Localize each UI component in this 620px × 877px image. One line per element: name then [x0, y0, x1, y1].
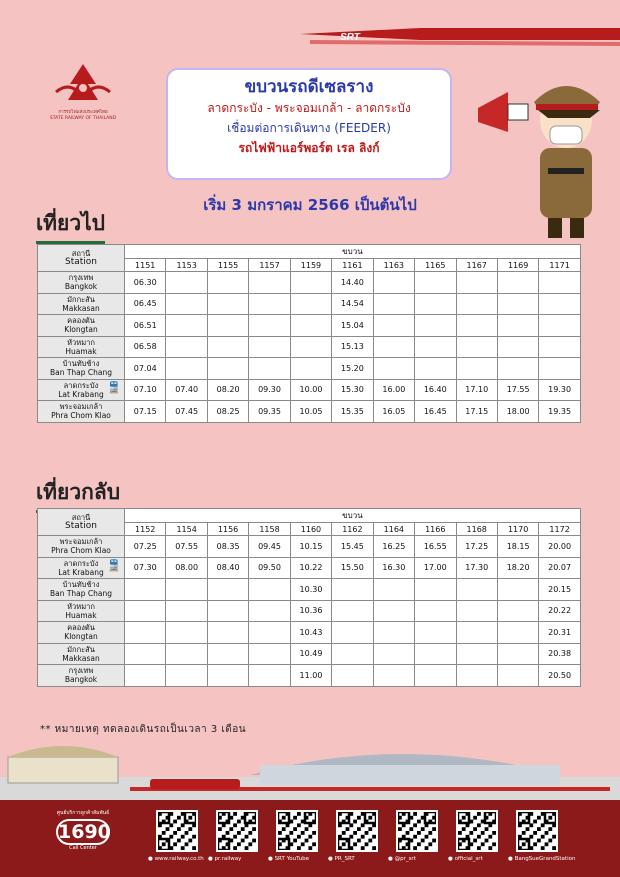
time-cell [290, 315, 331, 337]
time-cell: 16.00 [373, 379, 414, 401]
station-name-th: ลาดกระบัง [63, 380, 99, 390]
time-cell [415, 600, 456, 622]
station-name-th: บ้านทับช้าง [62, 580, 100, 590]
title-box [166, 68, 452, 180]
time-cell: 08.20 [207, 379, 248, 401]
time-cell [290, 272, 331, 294]
time-cell [415, 643, 456, 665]
train-number-1166: 1166 [415, 523, 456, 536]
social-label: official_srt [454, 856, 483, 862]
time-cell [249, 665, 290, 687]
time-cell: 17.30 [456, 557, 497, 579]
time-cell: 17.10 [456, 379, 497, 401]
time-cell: 15.30 [332, 379, 373, 401]
time-cell: 08.00 [166, 557, 207, 579]
time-cell: 10.15 [290, 536, 331, 558]
time-cell [497, 315, 538, 337]
train-number-1163: 1163 [373, 259, 414, 272]
station-header: สถานี Station [38, 245, 125, 272]
time-cell [125, 643, 166, 665]
time-cell [249, 272, 290, 294]
time-cell [249, 643, 290, 665]
title-airport-link: รถไฟฟ้าแอร์พอร์ต เรล ลิงก์ [238, 141, 380, 155]
time-cell [166, 600, 207, 622]
station-name-en: Klongtan [64, 325, 98, 335]
trains-header: ขบวน [125, 245, 581, 259]
time-cell [332, 622, 373, 644]
call-center-label: Call Center [69, 845, 97, 851]
time-cell [332, 643, 373, 665]
time-cell: 09.30 [249, 379, 290, 401]
social-link[interactable] [448, 856, 483, 862]
time-cell: 14.54 [332, 293, 373, 315]
call-center-caption: ศูนย์บริการลูกค้าสัมพันธ์ [56, 810, 110, 816]
time-cell [497, 293, 538, 315]
time-cell: 15.13 [332, 336, 373, 358]
time-cell: 10.00 [290, 379, 331, 401]
social-label: BangSueGrandStation [514, 856, 576, 862]
table-row [38, 401, 581, 423]
time-cell [415, 579, 456, 601]
time-cell [415, 336, 456, 358]
social-label: SRT YouTube [274, 856, 309, 862]
train-icon: 🚆 [107, 380, 121, 394]
station-name-th: ลาดกระบัง [63, 558, 99, 568]
srt-emblem-icon [48, 62, 118, 106]
time-cell: 07.40 [166, 379, 207, 401]
time-cell: 14.40 [332, 272, 373, 294]
station-skyline-illustration [0, 735, 620, 805]
train-number-1155: 1155 [207, 259, 248, 272]
time-cell: 20.22 [539, 600, 580, 622]
time-cell [332, 600, 373, 622]
time-cell: 16.55 [415, 536, 456, 558]
social-link[interactable] [328, 856, 355, 862]
time-cell: 06.30 [125, 272, 166, 294]
time-cell [497, 272, 538, 294]
time-cell [207, 272, 248, 294]
time-cell [166, 293, 207, 315]
facebook-icon: ● [208, 856, 215, 862]
train-number-1153: 1153 [166, 259, 207, 272]
station-cell [38, 643, 125, 665]
train-number-1172: 1172 [539, 523, 580, 536]
time-cell [497, 600, 538, 622]
station-name-en: Bangkok [64, 675, 98, 685]
qr-code[interactable] [396, 810, 438, 852]
time-cell: 16.05 [373, 401, 414, 423]
station-cell [38, 401, 125, 423]
table-row [38, 643, 581, 665]
train-number-1156: 1156 [207, 523, 248, 536]
time-cell [497, 336, 538, 358]
station-name-th: กรุงเทพ [68, 666, 94, 676]
time-cell: 15.20 [332, 358, 373, 380]
time-cell: 18.00 [497, 401, 538, 423]
time-cell [125, 579, 166, 601]
station-name-en: Klongtan [64, 632, 98, 642]
time-cell [373, 643, 414, 665]
time-cell: 18.20 [497, 557, 538, 579]
time-cell [332, 579, 373, 601]
youtube-icon: ● [268, 856, 275, 862]
station-cell [38, 293, 125, 315]
footnote: ** หมายเหตุ ทดลองเดินรถเป็นเวลา 3 เดือน [40, 724, 247, 735]
station-cell [38, 315, 125, 337]
station-name-th: มักกะสัน [67, 644, 95, 654]
station-cell [38, 336, 125, 358]
time-cell [249, 579, 290, 601]
station-cell [38, 600, 125, 622]
time-cell: 16.25 [373, 536, 414, 558]
time-cell [166, 336, 207, 358]
time-cell [415, 293, 456, 315]
train-number-1157: 1157 [249, 259, 290, 272]
time-cell: 10.30 [290, 579, 331, 601]
train-number-1161: 1161 [332, 259, 373, 272]
station-name-th: หัวหมาก [67, 601, 95, 611]
time-cell [456, 272, 497, 294]
time-cell: 07.55 [166, 536, 207, 558]
station-name-en: Makkasan [62, 653, 100, 663]
time-cell: 08.35 [207, 536, 248, 558]
time-cell: 07.04 [125, 358, 166, 380]
train-icon: 🚆 [107, 558, 121, 572]
time-cell [415, 665, 456, 687]
instagram-icon: ● [448, 856, 455, 862]
station-cell [38, 379, 125, 401]
time-cell [373, 358, 414, 380]
logo-text-th: การรถไฟแห่งประเทศไทย [58, 110, 108, 115]
time-cell: 16.30 [373, 557, 414, 579]
table-row [38, 557, 581, 579]
time-cell: 19.30 [539, 379, 580, 401]
time-cell: 15.45 [332, 536, 373, 558]
qr-code[interactable] [216, 810, 258, 852]
time-cell: 07.25 [125, 536, 166, 558]
social-label: PR_SRT [334, 856, 355, 862]
social-label: www.railway.co.th [154, 856, 204, 862]
time-cell [456, 665, 497, 687]
time-cell [415, 622, 456, 644]
time-cell [207, 579, 248, 601]
time-cell [290, 358, 331, 380]
qr-code[interactable] [516, 810, 558, 852]
qr-code[interactable] [456, 810, 498, 852]
table-row [38, 536, 581, 558]
time-cell: 15.04 [332, 315, 373, 337]
time-cell [456, 358, 497, 380]
station-name-th: มักกะสัน [67, 294, 95, 304]
time-cell [497, 643, 538, 665]
time-cell [415, 358, 456, 380]
table-row [38, 358, 581, 380]
logo-text-en: STATE RAILWAY OF THAILAND [49, 116, 117, 121]
time-cell: 19.35 [539, 401, 580, 423]
table-row [38, 622, 581, 644]
time-cell [166, 358, 207, 380]
time-cell [373, 315, 414, 337]
inbound-timetable [37, 508, 581, 687]
qr-code[interactable] [336, 810, 378, 852]
time-cell: 17.55 [497, 379, 538, 401]
time-cell: 10.22 [290, 557, 331, 579]
station-cell [38, 557, 125, 579]
time-cell: 16.45 [415, 401, 456, 423]
srt-logo [48, 62, 118, 122]
time-cell [249, 600, 290, 622]
time-cell [166, 579, 207, 601]
station-name-th: พระจอมเกล้า [59, 402, 103, 412]
table-row [38, 272, 581, 294]
inbound-section-title: เที่ยวกลับ [36, 476, 120, 513]
station-name-en: Phra Chom Klao [51, 411, 111, 421]
time-cell: 17.25 [456, 536, 497, 558]
time-cell [456, 643, 497, 665]
station-cell [38, 665, 125, 687]
social-label: @pr_srt [394, 856, 416, 862]
title-route: ลาดกระบัง - พระจอมเกล้า - ลาดกระบัง [207, 101, 411, 115]
time-cell [166, 272, 207, 294]
station-name-th: คลองตัน [67, 623, 95, 633]
time-cell [166, 315, 207, 337]
train-number-1159: 1159 [290, 259, 331, 272]
time-cell [207, 315, 248, 337]
station-cell [38, 536, 125, 558]
station-name-en: Bangkok [64, 282, 98, 292]
title-feeder: เชื่อมต่อการเดินทาง (FEEDER) [227, 121, 391, 135]
station-name-th: บ้านทับช้าง [62, 359, 100, 369]
officer-mascot-illustration [478, 70, 608, 240]
time-cell: 18.15 [497, 536, 538, 558]
time-cell [207, 622, 248, 644]
time-cell [539, 336, 580, 358]
station-cell [38, 622, 125, 644]
time-cell [456, 600, 497, 622]
station-cell [38, 358, 125, 380]
time-cell [207, 643, 248, 665]
time-cell: 15.50 [332, 557, 373, 579]
train-number-1160: 1160 [290, 523, 331, 536]
time-cell: 07.15 [125, 401, 166, 423]
title-line1: ขบวนรถดีเซลราง [244, 77, 374, 97]
station-name-th: กรุงเทพ [68, 273, 94, 283]
train-number-1168: 1168 [456, 523, 497, 536]
globe-icon: ● [148, 856, 155, 862]
time-cell [207, 600, 248, 622]
table-row [38, 336, 581, 358]
time-cell [415, 315, 456, 337]
train-number-1167: 1167 [456, 259, 497, 272]
tiktok-icon: ● [388, 856, 395, 862]
station-cell [38, 272, 125, 294]
station-name-en: Ban Thap Chang [49, 589, 113, 599]
train-number-1152: 1152 [125, 523, 166, 536]
station-name-th: พระจอมเกล้า [59, 537, 103, 547]
train-number-1170: 1170 [497, 523, 538, 536]
time-cell: 06.58 [125, 336, 166, 358]
time-cell: 06.45 [125, 293, 166, 315]
time-cell: 07.45 [166, 401, 207, 423]
time-cell [415, 272, 456, 294]
time-cell: 15.35 [332, 401, 373, 423]
time-cell [497, 579, 538, 601]
train-number-1151: 1151 [125, 259, 166, 272]
qr-code[interactable] [156, 810, 198, 852]
social-label: pr.railway [214, 856, 242, 862]
table-row [38, 315, 581, 337]
facebook-icon: ● [508, 856, 515, 862]
station-header: สถานี Station [38, 509, 125, 536]
time-cell [539, 315, 580, 337]
time-cell: 17.15 [456, 401, 497, 423]
time-cell [497, 358, 538, 380]
time-cell: 20.31 [539, 622, 580, 644]
social-link[interactable] [388, 856, 416, 862]
train-number-1169: 1169 [497, 259, 538, 272]
time-cell: 10.36 [290, 600, 331, 622]
time-cell: 20.38 [539, 643, 580, 665]
station-name-en: Phra Chom Klao [51, 546, 111, 556]
time-cell [249, 293, 290, 315]
time-cell [539, 272, 580, 294]
time-cell: 06.51 [125, 315, 166, 337]
station-name-en: Lat Krabang [58, 389, 104, 399]
effective-date: เริ่ม 3 มกราคม 2566 เป็นต้นไป [203, 196, 417, 214]
time-cell [373, 665, 414, 687]
time-cell: 17.00 [415, 557, 456, 579]
time-cell: 08.25 [207, 401, 248, 423]
table-row [38, 665, 581, 687]
time-cell [207, 665, 248, 687]
call-center-number: 1690 [58, 821, 111, 843]
time-cell [373, 600, 414, 622]
train-number-1162: 1162 [332, 523, 373, 536]
station-name-en: Lat Krabang [58, 567, 104, 577]
station-cell [38, 579, 125, 601]
time-cell: 20.07 [539, 557, 580, 579]
time-cell: 08.40 [207, 557, 248, 579]
time-cell: 09.45 [249, 536, 290, 558]
time-cell [290, 293, 331, 315]
time-cell [207, 293, 248, 315]
station-name-en: Ban Thap Chang [49, 368, 113, 378]
social-link[interactable] [208, 856, 241, 862]
social-link[interactable] [268, 856, 309, 862]
time-cell: 09.35 [249, 401, 290, 423]
time-cell [456, 622, 497, 644]
time-cell: 10.05 [290, 401, 331, 423]
time-cell [497, 665, 538, 687]
table-row [38, 379, 581, 401]
time-cell [373, 622, 414, 644]
train-number-1158: 1158 [249, 523, 290, 536]
social-link[interactable] [148, 856, 204, 862]
trains-header: ขบวน [125, 509, 581, 523]
time-cell [166, 622, 207, 644]
time-cell [249, 358, 290, 380]
time-cell [456, 315, 497, 337]
call-center[interactable] [52, 810, 114, 851]
social-link[interactable] [508, 856, 575, 862]
time-cell [456, 579, 497, 601]
station-name-en: Makkasan [62, 303, 100, 313]
time-cell [456, 336, 497, 358]
train-number-1165: 1165 [415, 259, 456, 272]
time-cell [332, 665, 373, 687]
time-cell: 07.30 [125, 557, 166, 579]
time-cell: 20.00 [539, 536, 580, 558]
time-cell [166, 665, 207, 687]
srt-brand-tag: SRT [340, 32, 360, 43]
time-cell [539, 293, 580, 315]
twitter-icon: ● [328, 856, 335, 862]
time-cell [249, 315, 290, 337]
header-swoosh [0, 0, 620, 52]
time-cell: 20.15 [539, 579, 580, 601]
time-cell [125, 622, 166, 644]
table-row [38, 293, 581, 315]
megaphone-icon [478, 82, 528, 144]
time-cell: 09.50 [249, 557, 290, 579]
outbound-timetable [37, 244, 581, 423]
time-cell [373, 336, 414, 358]
time-cell [166, 643, 207, 665]
station-name-th: คลองตัน [67, 316, 95, 326]
time-cell [207, 336, 248, 358]
time-cell [249, 622, 290, 644]
time-cell [249, 336, 290, 358]
time-cell [125, 665, 166, 687]
time-cell: 11.00 [290, 665, 331, 687]
time-cell [373, 293, 414, 315]
station-name-th: หัวหมาก [67, 337, 95, 347]
time-cell [373, 579, 414, 601]
train-number-1171: 1171 [539, 259, 580, 272]
table-row [38, 600, 581, 622]
train-number-1164: 1164 [373, 523, 414, 536]
table-row [38, 579, 581, 601]
time-cell: 07.10 [125, 379, 166, 401]
time-cell [456, 293, 497, 315]
time-cell [290, 336, 331, 358]
time-cell: 16.40 [415, 379, 456, 401]
outbound-section-title: เที่ยวไป [36, 207, 105, 244]
station-name-en: Huamak [65, 610, 97, 620]
time-cell [373, 272, 414, 294]
train-number-1154: 1154 [166, 523, 207, 536]
time-cell: 10.43 [290, 622, 331, 644]
qr-code[interactable] [276, 810, 318, 852]
time-cell: 10.49 [290, 643, 331, 665]
time-cell [125, 600, 166, 622]
time-cell: 20.50 [539, 665, 580, 687]
time-cell [539, 358, 580, 380]
time-cell [207, 358, 248, 380]
time-cell [497, 622, 538, 644]
station-name-en: Huamak [65, 346, 97, 356]
